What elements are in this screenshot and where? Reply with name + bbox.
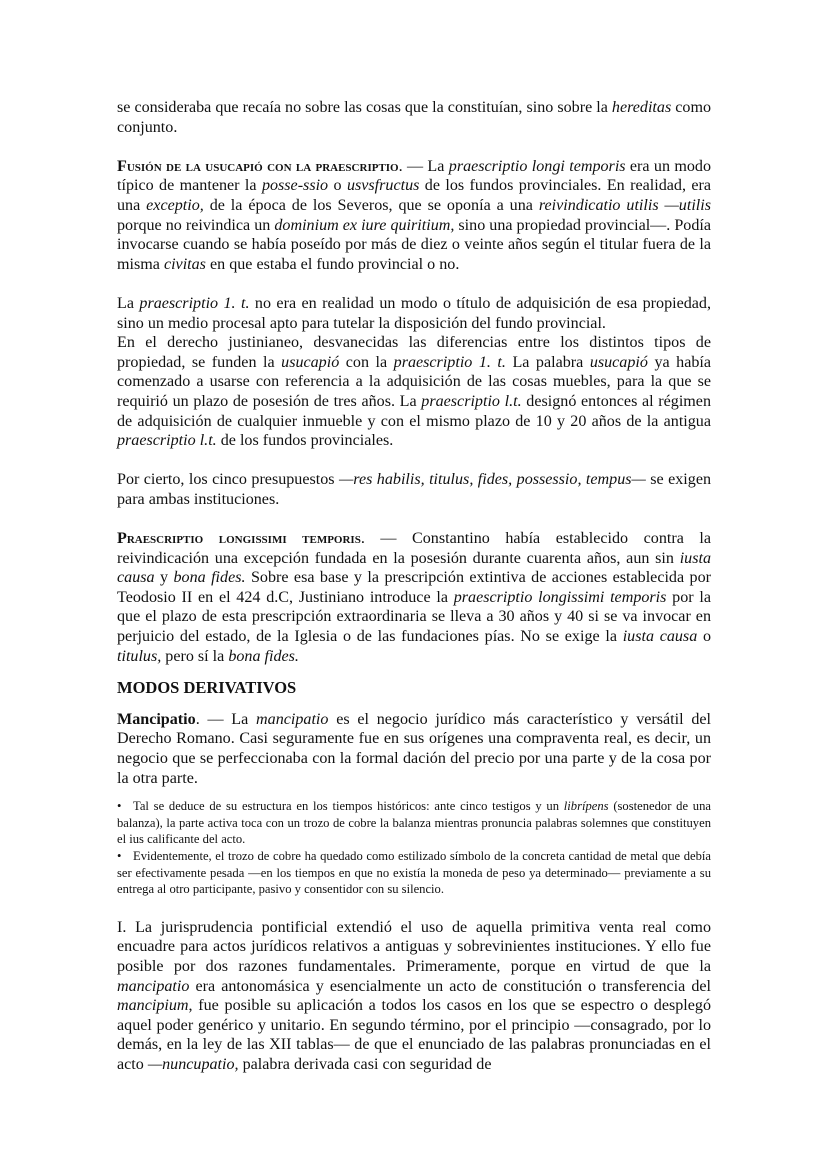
text: era antonomásica y esencialmente un acto de constitución o transferencia del bbox=[189, 977, 711, 995]
italic-term: mancipatio bbox=[117, 977, 190, 995]
text: , fue posible su aplicación a todos los casos en los que se espectro o desplegó aquel poder genérico y unitario. En segundo término, por el principio —consagrado, por lo demás, en la ley de las XII tablas— de que el enunciado de las palabras pronunciadas en el acto bbox=[117, 997, 711, 1073]
text: pero sí la bbox=[161, 647, 229, 665]
italic-term: praescriptio l.t. bbox=[117, 432, 217, 450]
spacer bbox=[117, 137, 711, 157]
text: con la bbox=[339, 353, 394, 371]
italic-term: hereditas bbox=[611, 99, 672, 116]
italic-term: iusta causa bbox=[117, 549, 711, 587]
paragraph-praescriptio-lt bbox=[117, 294, 711, 333]
text: en que estaba el fundo provincial o no. bbox=[205, 255, 460, 273]
italic-term: usucapió bbox=[281, 353, 340, 371]
bullet-note bbox=[117, 848, 711, 898]
italic-term: —res habilis, titulus, fides, possessio, tempus— bbox=[338, 471, 646, 489]
bullet-icon: • bbox=[117, 848, 122, 863]
text: palabra derivada casi con seguridad de bbox=[238, 1055, 492, 1073]
italic-term: praescriptio 1. t. bbox=[393, 353, 506, 371]
text: La bbox=[117, 294, 140, 312]
bullet-note bbox=[117, 798, 711, 848]
document-page bbox=[117, 98, 711, 1075]
text: Por cierto, los cinco presupuestos bbox=[117, 471, 339, 489]
paragraph-presupuestos bbox=[117, 470, 711, 509]
spacer bbox=[117, 509, 711, 529]
bullet-icon: • bbox=[117, 799, 122, 814]
spacer bbox=[117, 274, 711, 294]
text: de la época de los Severos, que se oponía a una bbox=[203, 196, 539, 214]
paragraph-mancipatio bbox=[117, 710, 711, 788]
italic-term: praescriptio longi temporis bbox=[448, 157, 626, 175]
text: (sostenedor de una balanza), la parte activa toca con un trozo de cobre la balanza mientras pronuncia palabras solemnes que constituyen el ius calificante del acto. bbox=[117, 799, 711, 847]
run-in-heading: Mancipatio bbox=[117, 710, 196, 728]
italic-term: dominium ex iure quiritium, bbox=[274, 216, 455, 234]
paragraph-fusion-usucapio bbox=[117, 157, 711, 275]
text: de los fundos provinciales. bbox=[216, 432, 394, 450]
italic-term: exceptio, bbox=[146, 196, 204, 214]
text: sino una propiedad provincial—. Podía invocarse cuando se había poseído por más de diez o veinte años según el titular fuera de la misma bbox=[117, 216, 711, 273]
text: Sobre esa base y la prescripción extintiva de acciones establecida por Teodosio II en el 424 d.C, Justiniano introduce la bbox=[117, 569, 712, 606]
italic-term: civitas bbox=[163, 255, 206, 273]
text: . — Constantino había establecido contra la reivindicación una excepción fundada en la posesión durante cuarenta años, aun sin bbox=[117, 530, 711, 567]
italic-term: praescriptio 1. t. bbox=[139, 294, 250, 312]
italic-term: reivindicatio utilis —utilis bbox=[538, 196, 712, 214]
run-in-heading: Praescriptio longissimi temporis bbox=[117, 530, 361, 548]
paragraph-hereditas bbox=[117, 98, 711, 137]
text: se consideraba que recaía no sobre las cosas que la constituían, sino sobre la bbox=[117, 99, 612, 116]
spacer bbox=[117, 451, 711, 471]
text: ya había comenzado a usarse con referencia a la adquisición de las cosas muebles, para la que se requirió un plazo de posesión de tres años. La bbox=[117, 353, 712, 410]
text: y bbox=[154, 569, 174, 587]
italic-term: iusta causa bbox=[622, 628, 698, 646]
italic-term: —nuncupatio, bbox=[147, 1055, 239, 1073]
text: por la que el plazo de esta prescripción extraordinaria se lleva a 30 años y 40 si se va invocar en perjuicio del estado, de la Iglesia o de las fundaciones pías. No se exige la bbox=[117, 588, 711, 646]
text: En el derecho justinianeo, desvanecidas las diferencias entre los distintos tipos de propiedad, se funden la bbox=[117, 334, 711, 371]
paragraph-jurisprudencia-pontificial bbox=[117, 918, 711, 1075]
text: no era en realidad un modo o título de adquisición de esa propiedad, sino un medio procesal apto para tutelar la disposición del fundo provincial. bbox=[117, 294, 712, 332]
text: Evidentemente, el trozo de cobre ha quedado como estilizado símbolo de la concreta cantidad de metal que debía ser efectivamente pesada —en los tiempos en que no existía la moneda de peso ya determinado— previamente a su entrega al otro participante, pasivo y consentidor con su silencio. bbox=[117, 848, 711, 897]
italic-term: praescriptio l.t. bbox=[421, 392, 522, 410]
paragraph-longissimi-temporis bbox=[117, 529, 711, 666]
text: . — La bbox=[398, 157, 449, 175]
text: La palabra bbox=[505, 353, 590, 371]
italic-term: mancipatio bbox=[256, 710, 329, 728]
text: Tal se deduce de su estructura en los tiempos históricos: ante cinco testigos y un bbox=[133, 799, 564, 814]
text: o bbox=[328, 177, 347, 195]
section-heading: MODOS DERIVATIVOS bbox=[117, 678, 297, 698]
spacer bbox=[117, 898, 711, 918]
text: se exigen para ambas instituciones. bbox=[117, 471, 712, 508]
italic-term: bona fides. bbox=[173, 569, 246, 587]
italic-term: posse-ssio bbox=[261, 177, 329, 195]
italic-term: librípens bbox=[563, 799, 609, 814]
italic-term: usvsfructus bbox=[346, 177, 420, 195]
text: designó entonces al régimen de adquisición de cualquier inmueble y con el mismo plazo de 10 y 20 años de la antigua bbox=[117, 392, 712, 430]
italic-term: bona fides. bbox=[228, 647, 299, 665]
italic-term: mancipium bbox=[117, 997, 189, 1015]
text: . — La bbox=[195, 710, 257, 728]
text: era un modo típico de mantener la bbox=[117, 157, 712, 195]
text: es el negocio jurídico más característico y versátil del Derecho Romano. Casi seguramente fue en sus orígenes una compraventa real, es decir, un negocio que se perfeccionaba con la formal dación del precio por una parte y de la cosa por la otra parte. bbox=[117, 710, 711, 787]
text: o bbox=[697, 628, 712, 646]
text: porque no reivindica un bbox=[117, 216, 275, 234]
text: de los fundos provinciales. En realidad, era una bbox=[117, 177, 712, 214]
bullet-notes bbox=[117, 798, 711, 898]
text: I. La jurisprudencia pontificial extendió el uso de aquella primitiva venta real como encuadre para actos jurídicos relativos a antiguas y sobrevinientes instituciones. Y ello fue posible por dos razones fundamentales. Primeramente, porque en virtud de que la bbox=[117, 918, 711, 975]
text: como conjunto. bbox=[117, 99, 712, 136]
italic-term: titulus, bbox=[117, 647, 162, 665]
italic-term: usucapió bbox=[589, 353, 648, 371]
run-in-heading: Fusión de la usucapió con la praescriptio bbox=[117, 157, 399, 175]
paragraph-derecho-justinianeo bbox=[117, 333, 711, 451]
italic-term: praescriptio longissimi temporis bbox=[453, 588, 667, 606]
